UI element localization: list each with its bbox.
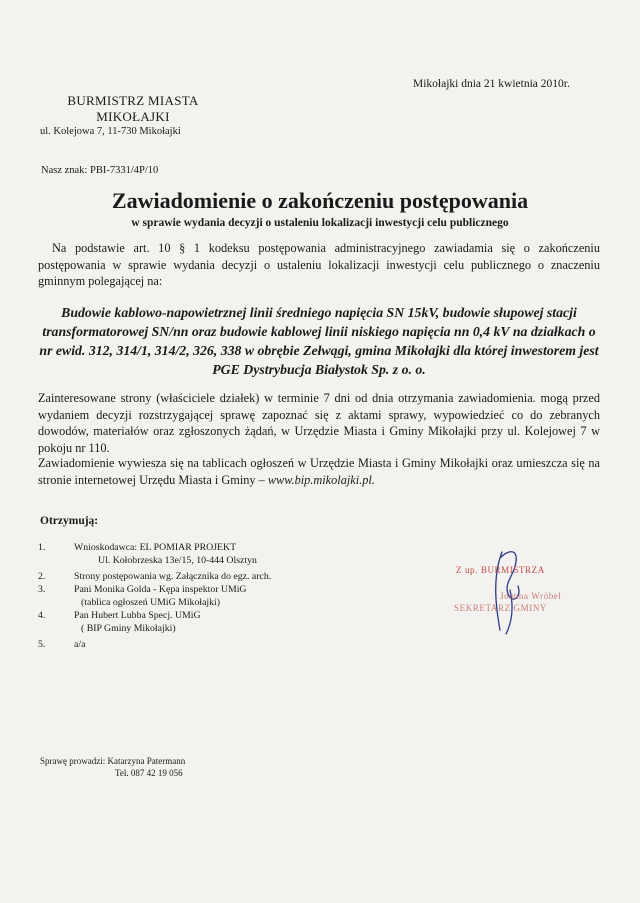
list-item xyxy=(38,609,338,622)
list-item-number: 5. xyxy=(38,639,46,650)
list-item-text: (tablica ogłoszeń UMiG Mikołajki) xyxy=(81,597,221,608)
body-paragraph-3-text: Zawiadomienie wywiesza się na tablicach ogłoszeń w Urzędzie Miasta i Gminy Mikołajki oraz umieszcza się na stronie internetowej Urzędu Miasta i Gminy – xyxy=(38,456,600,487)
list-item-text: Strony postępowania wg. Załącznika do egz. arch. xyxy=(74,571,272,582)
sender-city: MIKOŁAJKI xyxy=(96,109,170,124)
list-item-continuation xyxy=(38,554,338,567)
list-item-continuation xyxy=(38,596,338,609)
document-title: Zawiadomienie o zakończeniu postępowania xyxy=(111,188,529,213)
stamp-line-authority: Z up. BURMISTRZA xyxy=(456,565,545,575)
official-stamp xyxy=(454,565,609,613)
list-item xyxy=(38,638,338,651)
body-paragraph-2: Zainteresowane strony (właściciele działek) w terminie 7 dni od dnia otrzymania zawiadomienia. mogą przed wydaniem decyzji rozstrzygającej sprawę zapoznać się z aktami sprawy, wypowiedzieć co do zebranych dowodów, materiałów oraz zgłoszonych żądań, w Urzędzie Miasta i Gminy Mikołajki przy ul. Kolejowej 7 w pokoju nr 110. xyxy=(38,391,600,455)
list-item-text: ( BIP Gminy Mikołajki) xyxy=(81,623,176,634)
footer-contact xyxy=(40,755,185,779)
prepared-by: Sprawę prowadzi: Katarzyna Patermann xyxy=(40,756,186,766)
list-item-number: 4. xyxy=(38,610,46,621)
sender-address: ul. Kolejowa 7, 11-730 Mikołajki xyxy=(40,126,181,137)
list-item-number: 2. xyxy=(38,571,46,582)
list-item-text: Pani Monika Golda - Kępa inspektor UMiG xyxy=(74,584,247,595)
list-item-text: Pan Hubert Lubba Specj. UMiG xyxy=(74,610,201,621)
recipients-heading: Otrzymują: xyxy=(40,515,99,527)
list-item xyxy=(38,583,338,596)
list-item xyxy=(38,570,338,583)
sender-title: BURMISTRZ MIASTA xyxy=(67,93,199,108)
list-item-text: Ul. Kołobrzeska 13e/15, 10-444 Olsztyn xyxy=(98,555,257,566)
list-item-number: 1. xyxy=(38,542,46,553)
body-paragraph-1: Na podstawie art. 10 § 1 kodeksu postępowania administracyjnego zawiadamia się o zakończeniu postępowania w sprawie wydania decyzji o ustaleniu lokalizacji inwestycji celu publicznego o znaczeniu gminnym polegającej na: xyxy=(38,241,600,288)
bip-website-link[interactable]: www.bip.mikolajki.pl. xyxy=(267,472,375,487)
list-item-number: 3. xyxy=(38,584,46,595)
recipients-list xyxy=(38,541,338,651)
reference-number: Nasz znak: PBI-7331/4P/10 xyxy=(41,165,159,176)
list-item-text: Wnioskodawca: EL POMIAR PROJEKT xyxy=(74,542,237,553)
sender-block xyxy=(38,93,228,139)
list-item-continuation xyxy=(38,622,338,635)
document-subtitle: w sprawie wydania decyzji o ustaleniu lokalizacji inwestycji celu publicznego xyxy=(131,217,509,229)
list-item xyxy=(38,541,338,554)
phone-number: Tel. 087 42 19 056 xyxy=(115,768,183,778)
stamp-line-position: SEKRETARZ GMINY xyxy=(454,603,548,613)
body-paragraph-3 xyxy=(38,455,600,488)
document-date: Mikołajki dnia 21 kwietnia 2010r. xyxy=(413,78,570,90)
stamp-line-name: Joanna Wróbel xyxy=(500,591,562,601)
project-description: Budowie kablowo-napowietrznej linii średniego napięcia SN 15kV, budowie słupowej stacji transformatorowej SN/nn oraz budowie kablowej linii niskiego napięcia nn 0,4 kV na działkach o nr ewid. 312, 314/1, 314/2, 326, 338 w obrębie Zełwągi, gmina Mikołajki dla której inwestorem jest PGE Dystrybucja Białystok Sp. z o. o. xyxy=(39,305,599,377)
list-item-text: a/a xyxy=(74,639,86,650)
